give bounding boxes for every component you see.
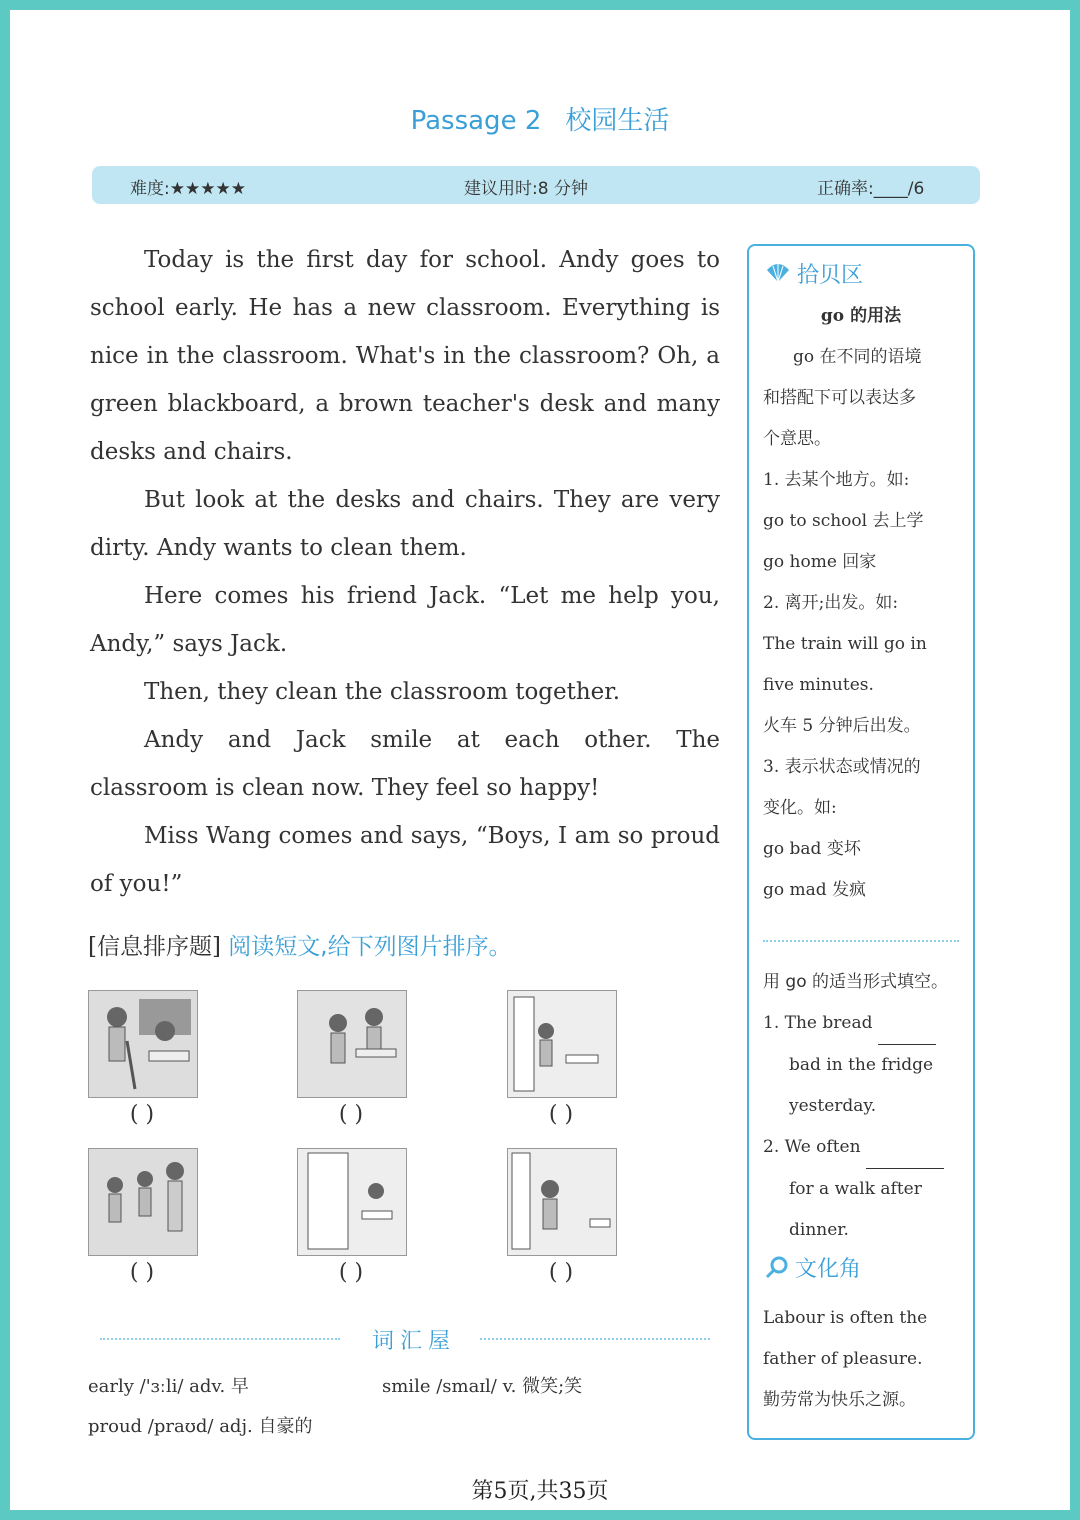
picture-boy-arriving xyxy=(507,1148,617,1256)
answer-blank[interactable]: ( ) xyxy=(548,1260,574,1285)
note-line: go mad 发疯 xyxy=(763,880,867,900)
answer-blank[interactable]: ( ) xyxy=(338,1102,364,1127)
exercise-title: 用 go 的适当形式填空。 xyxy=(763,972,948,992)
picture-boy-at-door xyxy=(507,990,617,1098)
note-line: 个意思。 xyxy=(763,429,831,449)
note-line: five minutes. xyxy=(763,675,874,695)
note-line: 火车 5 分钟后出发。 xyxy=(763,716,921,736)
paragraph: Then, they clean the classroom together. xyxy=(144,679,621,705)
info-bar xyxy=(92,166,980,204)
sidebar-title: 拾贝区 xyxy=(765,258,863,290)
exercise-line: 1. The bread xyxy=(763,1003,959,1045)
paragraph: Here comes his friend Jack. “Let me help you, Andy,” says Jack. xyxy=(90,583,720,657)
paragraph: Andy and Jack smile at each other. The classroom is clean now. They feel so happy! xyxy=(90,727,720,801)
exercise-line: 2. We often xyxy=(763,1127,959,1169)
exercise-line: yesterday. xyxy=(789,1096,877,1116)
culture-corner-text xyxy=(763,1298,959,1421)
page-number: 第5页,共35页 xyxy=(471,1479,609,1504)
passage-title xyxy=(10,100,1070,137)
note-line: go home 回家 xyxy=(763,552,877,572)
shell-icon xyxy=(765,262,791,290)
page xyxy=(10,10,1070,1510)
picture-empty-classroom xyxy=(297,1148,407,1256)
question-instruction: 阅读短文,给下列图片排序。 xyxy=(228,934,512,960)
vocab-entry-early: early /'ɜːli/ adv. 早 xyxy=(88,1376,249,1397)
note-line: 1. 去某个地方。如: xyxy=(763,470,910,490)
exercise-line: for a walk after xyxy=(789,1179,922,1199)
vocab-entry-proud: proud /praʊd/ adj. 自豪的 xyxy=(88,1416,313,1437)
answer-blank[interactable]: ( ) xyxy=(129,1260,155,1285)
paragraph: Today is the first day for school. Andy goes to school early. He has a new classroom. Everything is nice in the classroom. What's in the classroom? Oh, a green blackboard, a brown teacher's desk and many desks and chairs. xyxy=(90,247,720,465)
culture-line: Labour is often the xyxy=(763,1308,928,1328)
answer-blank[interactable]: ( ) xyxy=(129,1102,155,1127)
culture-line: 勤劳常为快乐之源。 xyxy=(763,1390,916,1410)
culture-line: father of pleasure. xyxy=(763,1349,923,1369)
passage-number: Passage 2 xyxy=(410,106,542,136)
vocab-heading: 词汇屋 xyxy=(100,1324,710,1354)
culture-corner-title: 文化角 xyxy=(765,1252,861,1285)
sidebar-grammar-notes xyxy=(763,296,959,911)
exercise-line: dinner. xyxy=(789,1220,849,1240)
fill-blank[interactable] xyxy=(878,1003,936,1045)
picture-two-boys-cleaning xyxy=(297,990,407,1098)
question-heading xyxy=(88,928,512,961)
magnifier-icon xyxy=(765,1255,789,1285)
picture-teacher-praising xyxy=(88,1148,198,1256)
difficulty-rating: 难度:★★★★★ xyxy=(130,179,246,199)
note-line: go bad 变坏 xyxy=(763,839,861,859)
vocab-entry-smile: smile /smaɪl/ v. 微笑;笑 xyxy=(382,1376,583,1397)
paragraph: Miss Wang comes and says, “Boys, I am so proud of you!” xyxy=(90,823,720,897)
fill-blank[interactable] xyxy=(866,1127,944,1169)
exercise-line: bad in the fridge xyxy=(789,1055,934,1075)
picture-sweeping-classroom xyxy=(88,990,198,1098)
answer-blank[interactable]: ( ) xyxy=(338,1260,364,1285)
note-line: 3. 表示状态或情况的 xyxy=(763,757,921,777)
grammar-subtitle: go 的用法 xyxy=(820,306,902,326)
question-type-tag: [信息排序题] xyxy=(88,934,221,960)
answer-blank[interactable]: ( ) xyxy=(548,1102,574,1127)
accuracy-field: 正确率:____/6 xyxy=(817,179,925,199)
suggested-time: 建议用时:8 分钟 xyxy=(464,179,588,199)
note-line: 变化。如: xyxy=(763,798,837,818)
note-line: go 在不同的语境 xyxy=(793,347,922,367)
passage-topic: 校园生活 xyxy=(565,106,670,136)
note-line: The train will go in xyxy=(763,634,927,654)
sidebar-notes xyxy=(747,244,975,1440)
note-line: 和搭配下可以表达多 xyxy=(763,388,916,408)
sidebar-divider xyxy=(763,940,959,942)
sidebar-exercise xyxy=(763,962,959,1251)
passage-text xyxy=(90,236,720,908)
note-line: go to school 去上学 xyxy=(763,511,924,531)
paragraph: But look at the desks and chairs. They are very dirty. Andy wants to clean them. xyxy=(90,487,720,561)
note-line: 2. 离开;出发。如: xyxy=(763,593,899,613)
